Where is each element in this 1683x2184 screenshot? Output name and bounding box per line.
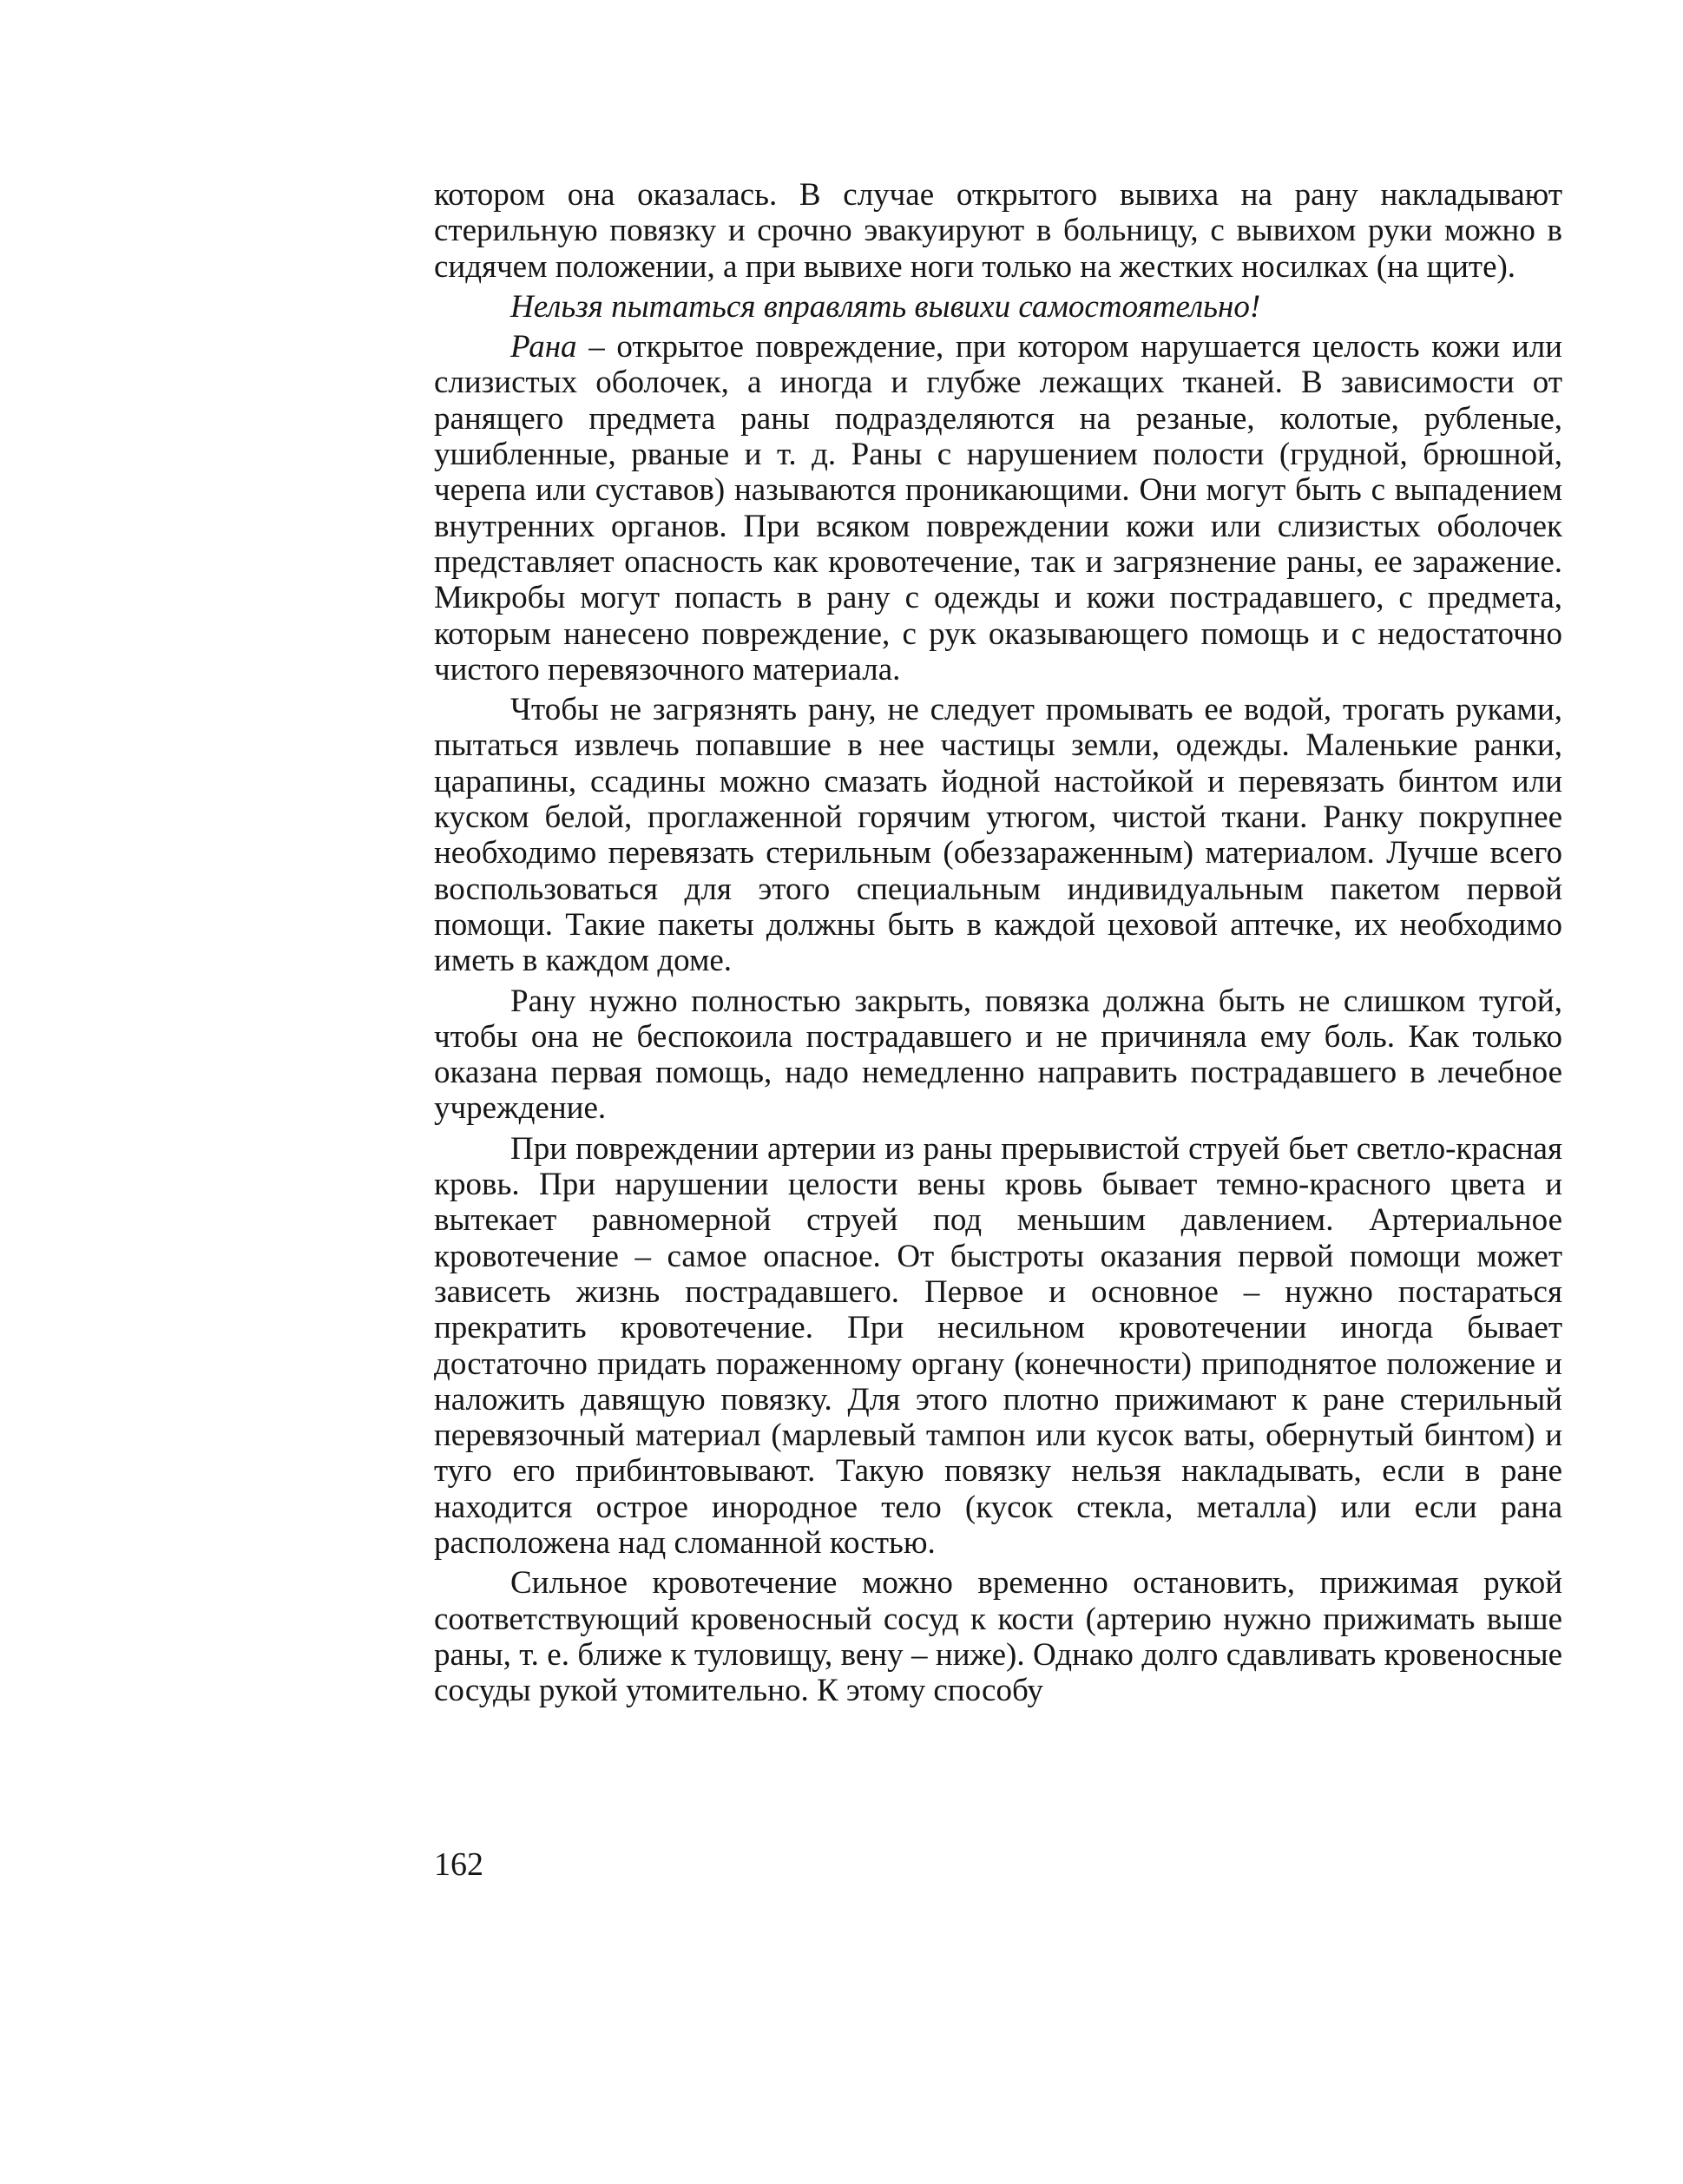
paragraph-wound-definition — [434, 329, 1562, 687]
paragraph-severe-bleeding: Сильное кровотечение можно временно остановить, прижимая рукой соответствующий кровеносный сосуд к кости (артерию нужно прижимать выше раны, т. е. ближе к туловищу, вену – ниже). Однако долго сдавливать кровеносные сосуды рукой утомительно. К этому способу — [434, 1565, 1562, 1709]
paragraph-continued: котором она оказалась. В случае открытого вывиха на рану накладывают стерильную повязку и срочно эвакуируют в больницу, с вывихом руки можно в сидячем положении, а при вывихе ноги только на жестких носилках (на щите). — [434, 177, 1562, 285]
term-wound: Рана — [510, 329, 577, 365]
paragraph-bleeding: При повреждении артерии из раны прерывистой струей бьет светло-красная кровь. При нарушении целости вены кровь бывает темно-красного цвета и вытекает равномерной струей под меньшим давлением. Артериальное кровотечение – самое опасное. От быстроты оказания первой помощи может зависеть жизнь пострадавшего. Первое и основное – нужно постараться прекратить кровотечение. При несильном кровотечении иногда бывает достаточно придать пораженному органу (конечности) приподнятое положение и наложить давящую повязку. Для этого плотно прижимают к ране стерильный перевязочный материал (марлевый тампон или кусок ваты, обернутый бинтом) и туго его прибинтовывают. Такую повязку нельзя накладывать, если в ране находится острое инородное тело (кусок стекла, металла) или если рана расположена над сломанной костью. — [434, 1130, 1562, 1561]
wound-definition-text: – открытое повреждение, при котором нарушается целость кожи или слизистых оболочек, а иногда и глубже лежащих тканей. В зависимости от ранящего предмета раны подразделяются на резаные, колотые, рубленые, ушибленные, рваные и т. д. Раны с нарушением полости (грудной, брюшной, черепа или суставов) называются проникающими. Они могут быть с выпадением внутренних органов. При всяком повреждении кожи или слизистых оболочек представляет опасность как кровотечение, так и загрязнение раны, ее заражение. Микробы могут попасть в рану с одежды и кожи пострадавшего, с предмета, которым нанесено повреждение, с рук оказывающего помощь и с недостаточно чистого перевязочного материала. — [434, 329, 1562, 687]
book-page-text — [434, 177, 1562, 1708]
paragraph-wound-care: Чтобы не загрязнять рану, не следует промывать ее водой, трогать руками, пытаться извлечь попавшие в нее частицы земли, одежды. Маленькие ранки, царапины, ссадины можно смазать йодной настойкой и перевязать бинтом или куском белой, проглаженной горячим утюгом, чистой ткани. Ранку покрупнее необходимо перевязать стерильным (обеззараженным) материалом. Лучше всего воспользоваться для этого специальным индивидуальным пакетом первой помощи. Такие пакеты должны быть в каждой цеховой аптечке, их необходимо иметь в каждом доме. — [434, 692, 1562, 979]
paragraph-bandage: Рану нужно полностью закрыть, повязка должна быть не слишком тугой, чтобы она не беспокоила пострадавшего и не причиняла ему боль. Как только оказана первая помощь, надо немедленно направить пострадавшего в лечебное учреждение. — [434, 983, 1562, 1127]
paragraph-warning: Нельзя пытаться вправлять вывихи самостоятельно! — [510, 288, 1261, 325]
page-number: 162 — [434, 1846, 483, 1883]
